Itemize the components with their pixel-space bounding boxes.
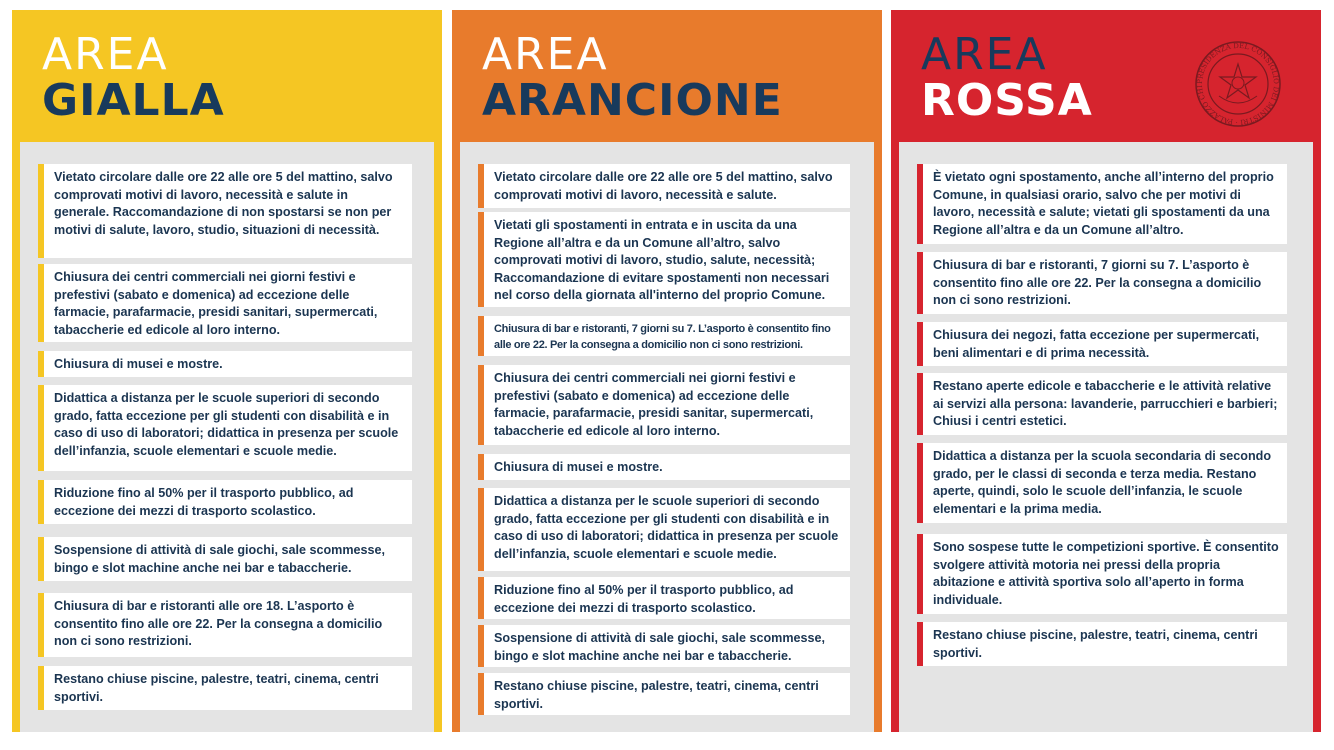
area-gialla-panel <box>12 10 442 732</box>
government-seal-icon <box>1189 40 1287 128</box>
rule-item: Chiusura di musei e mostre. <box>38 351 412 377</box>
rule-item: Vietati gli spostamenti in entrata e in uscita da una Regione all’altra e da un Comune all’altro, salvo comprovati motivi di lavoro, studio, salute, necessità; Raccomandazione di evitare spostamenti non necessari nel corso della giornata all'interno del proprio Comune. <box>478 212 850 307</box>
area-word: AREA <box>921 29 1048 80</box>
rule-item: Chiusura dei negozi, fatta eccezione per supermercati, beni alimentari e di prima necessità. <box>917 322 1287 366</box>
rule-item: Sono sospese tutte le competizioni sportive. È consentito svolgere attività motoria nei pressi della propria abitazione e attività sportiva solo all’aperto in forma individuale. <box>917 534 1287 614</box>
rules-list <box>460 142 874 732</box>
area-word: AREA <box>482 29 609 80</box>
rule-item: Restano chiuse piscine, palestre, teatri, cinema, centri sportivi. <box>478 673 850 715</box>
area-name: ROSSA <box>921 75 1093 126</box>
rule-item: Restano chiuse piscine, palestre, teatri, cinema, centri sportivi. <box>38 666 412 710</box>
rule-item: Riduzione fino al 50% per il trasporto pubblico, ad eccezione dei mezzi di trasporto scolastico. <box>38 480 412 524</box>
rule-item: Sospensione di attività di sale giochi, sale scommesse, bingo e slot machine anche nei bar e tabaccherie. <box>478 625 850 667</box>
rule-item: Chiusura di musei e mostre. <box>478 454 850 480</box>
area-arancione-title <box>482 29 783 126</box>
rule-item: Chiusura di bar e ristoranti, 7 giorni su 7. L’asporto è consentito fino alle ore 22. Per la consegna a domicilio non ci sono restrizioni. <box>478 316 850 356</box>
area-gialla-title <box>42 29 225 126</box>
area-arancione-panel <box>452 10 882 732</box>
rule-item: Chiusura di bar e ristoranti alle ore 18. L’asporto è consentito fino alle ore 22. Per la consegna a domicilio non ci sono restrizioni. <box>38 593 412 657</box>
rule-item: Didattica a distanza per le scuole superiori di secondo grado, fatta eccezione per gli studenti con disabilità e in caso di uso di laboratori; didattica in presenza per scuole dell’infanzia, scuole elementari e scuole medie. <box>38 385 412 471</box>
rule-item: Chiusura dei centri commerciali nei giorni festivi e prefestivi (sabato e domenica) ad eccezione delle farmacie, parafarmacie, presidi sanitari, supermercati, tabaccherie ed edicole al loro interno. <box>38 264 412 342</box>
rules-list <box>899 142 1313 732</box>
rule-item: Vietato circolare dalle ore 22 alle ore 5 del mattino, salvo comprovati motivi di lavoro, necessità e salute in generale. Raccomandazione di non spostarsi se non per motivi di salute, lavoro, studio, situazioni di necessità. <box>38 164 412 258</box>
rule-item: Didattica a distanza per la scuola secondaria di secondo grado, per le classi di seconda e terza media. Restano aperte, quindi, solo le scuole dell’infanzia, le scuole elementari e la prima media. <box>917 443 1287 523</box>
seal-text: PRESIDENZA DEL CONSIGLIO DEI MINISTRI · PALAZZO CHI <box>1195 41 1281 127</box>
rule-item: Riduzione fino al 50% per il trasporto pubblico, ad eccezione dei mezzi di trasporto scolastico. <box>478 577 850 619</box>
area-name: GIALLA <box>42 75 225 126</box>
area-word: AREA <box>42 29 169 80</box>
rule-item: Chiusura di bar e ristoranti, 7 giorni su 7. L’asporto è consentito fino alle ore 22. Per la consegna a domicilio non ci sono restrizioni. <box>917 252 1287 314</box>
area-rossa-panel <box>891 10 1321 732</box>
rule-item: Vietato circolare dalle ore 22 alle ore 5 del mattino, salvo comprovati motivi di lavoro, necessità e salute. <box>478 164 850 208</box>
area-name: ARANCIONE <box>482 75 783 126</box>
rule-item: Sospensione di attività di sale giochi, sale scommesse, bingo e slot machine anche nei bar e tabaccherie. <box>38 537 412 581</box>
rules-list <box>20 142 434 732</box>
area-rossa-title <box>921 29 1093 126</box>
rule-item: È vietato ogni spostamento, anche all’interno del proprio Comune, in qualsiasi orario, salvo che per motivi di lavoro, necessità e salute; vietati gli spostamenti da una Regione all’altra e da un Comune all’altro. <box>917 164 1287 244</box>
rule-item: Didattica a distanza per le scuole superiori di secondo grado, fatta eccezione per gli studenti con disabilità e in caso di uso di laboratori; didattica in presenza per scuole dell’infanzia, scuole elementari e scuole medie. <box>478 488 850 571</box>
rule-item: Chiusura dei centri commerciali nei giorni festivi e prefestivi (sabato e domenica) ad eccezione delle farmacie, parafarmacie, presidi sanitar, supermercati, tabaccherie ed edicole al loro interno. <box>478 365 850 445</box>
rule-item: Restano chiuse piscine, palestre, teatri, cinema, centri sportivi. <box>917 622 1287 666</box>
rule-item: Restano aperte edicole e tabaccherie e le attività relative ai servizi alla persona: lavanderie, parrucchieri e barbieri; Chiusi i centri estetici. <box>917 373 1287 435</box>
